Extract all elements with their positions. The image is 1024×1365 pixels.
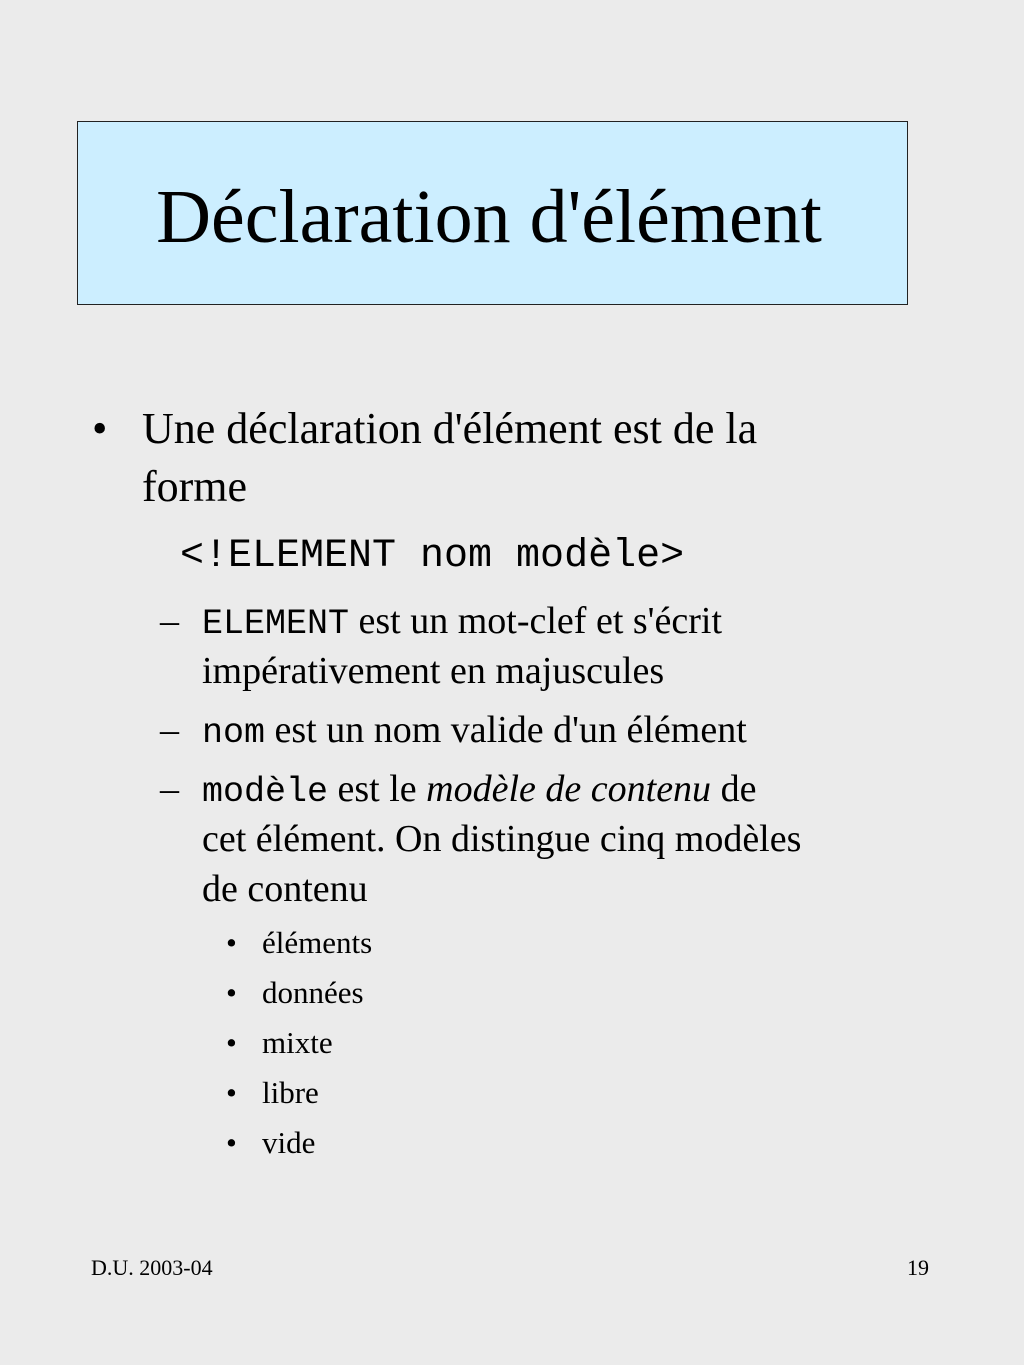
dash-icon: – (160, 709, 179, 751)
content-model-item: libre (262, 1075, 319, 1110)
list-item (202, 596, 722, 649)
element-syntax: <!ELEMENT nom modèle> (180, 534, 685, 579)
dash-icon: – (160, 600, 179, 642)
bullet-icon: • (92, 404, 108, 453)
bullet-icon: • (226, 1075, 237, 1110)
footer-label: D.U. 2003-04 (91, 1255, 213, 1280)
bullet-icon: • (226, 925, 237, 960)
code-nom: nom (202, 713, 266, 753)
item-text-continued: impérativement en majuscules (202, 650, 665, 692)
list-item (202, 705, 747, 758)
content-model-item: vide (262, 1125, 316, 1160)
bullet-icon: • (226, 975, 237, 1010)
intro-line-2: forme (142, 462, 248, 511)
item-text: de (711, 768, 757, 810)
bullet-icon: • (226, 1025, 237, 1060)
list-item (202, 764, 756, 817)
emphasis-text: modèle de contenu (426, 768, 712, 810)
bullet-icon: • (226, 1125, 237, 1160)
code-modele: modèle (202, 772, 329, 812)
item-text-continued: de contenu (202, 868, 368, 910)
slide-title: Déclaration d'élément (156, 175, 822, 259)
code-element: ELEMENT (202, 604, 350, 644)
item-text: est un mot-clef et s'écrit (349, 600, 723, 642)
dash-icon: – (160, 768, 179, 810)
item-text-continued: cet élément. On distingue cinq modèles (202, 818, 802, 860)
intro-line-1: Une déclaration d'élément est de la (142, 404, 758, 453)
item-text: est un nom valide d'un élément (265, 709, 747, 751)
page-number: 19 (907, 1255, 929, 1280)
content-model-item: mixte (262, 1025, 333, 1060)
item-text: est le (328, 768, 427, 810)
content-model-item: données (262, 975, 364, 1010)
content-model-item: éléments (262, 925, 373, 960)
